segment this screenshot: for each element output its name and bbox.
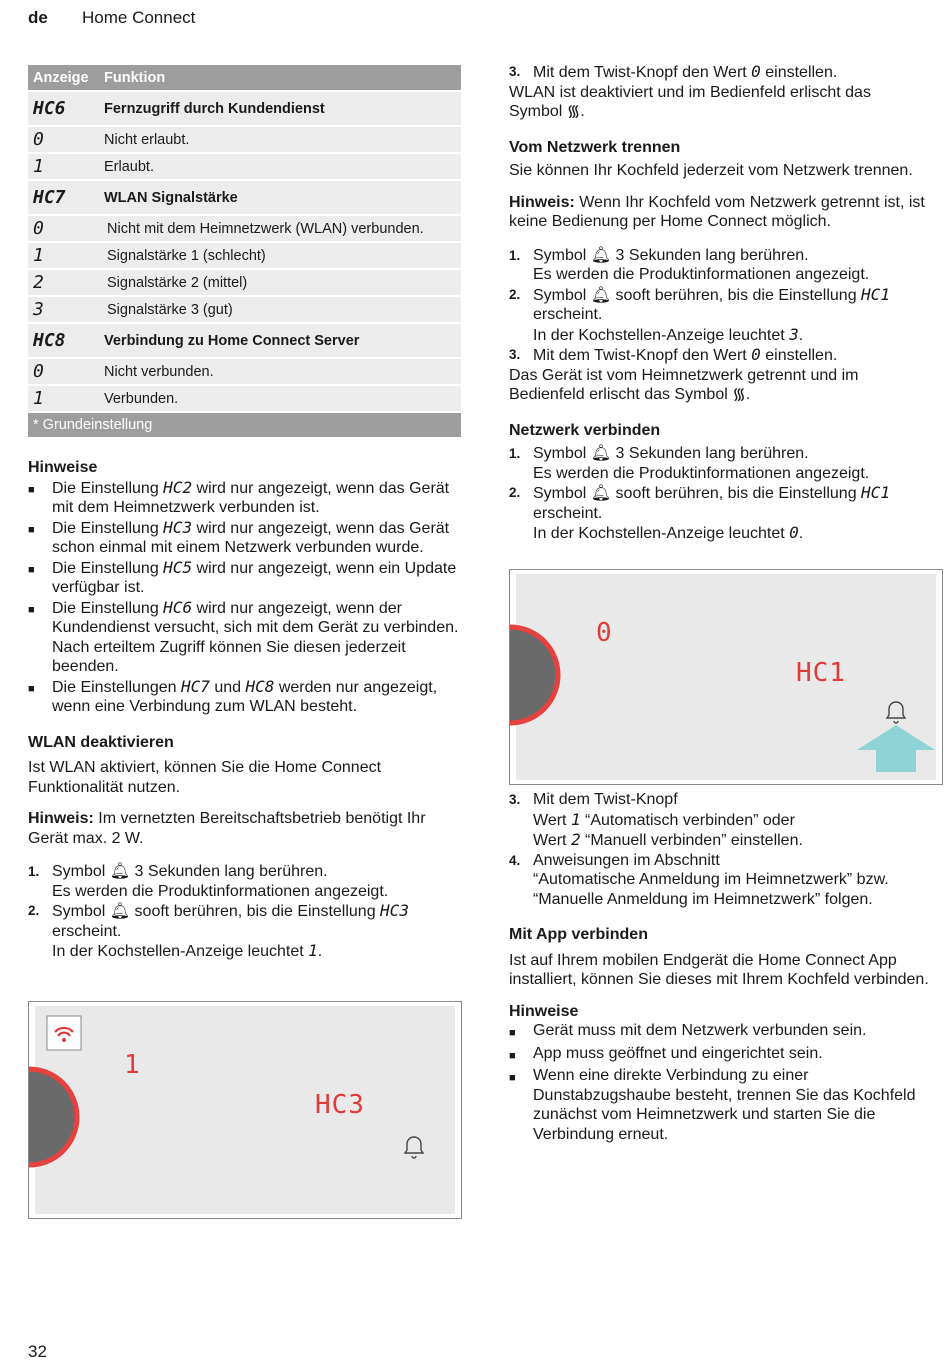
hinweis-paragraph [509,193,941,232]
step-item [509,444,941,483]
display-value: 2 [570,830,581,849]
setting-text: Verbunden. [104,390,179,407]
setting-value: 3 [33,299,44,320]
bullet-icon: ■ [28,682,35,695]
bullet-icon: ■ [28,563,35,576]
step-item [28,901,460,962]
table-row [28,386,461,413]
hinweise-heading: Hinweise [28,459,98,476]
bell-icon: 🔔︎ [109,863,131,880]
text: Symbol [509,103,567,120]
setting-code: HC1 [861,284,890,304]
list-item [28,478,460,518]
step-item [509,285,941,346]
step-number: 1. [28,864,40,879]
step-number: 3. [509,347,521,362]
text: Symbol [533,286,591,304]
text: In der Kochstellen-Anzeige leuchtet [52,943,309,960]
setting-code: HC2 [163,477,193,497]
text: erscheint. [533,306,603,323]
hinweis-paragraph [28,809,460,848]
page-number: 32 [28,1342,47,1361]
step-number: 4. [509,852,521,868]
text: 3 Sekunden lang berühren. [130,863,328,880]
display-value: 1 [570,809,581,829]
bell-icon: 🔔︎ [590,246,612,264]
setting-value: 1 [33,388,44,409]
display-value: 0 [751,62,761,81]
wlan-intro: Ist WLAN aktiviert, können Sie die Home Connect Funktionalität nutzen. [28,759,382,796]
list-item [28,598,460,677]
text: und [209,678,246,696]
text: In der Kochstellen-Anzeige leuchtet [533,326,790,344]
display-value: 0 [751,345,761,364]
text: Die Einstellung [52,519,164,537]
text: Die Einstellungen [52,678,181,696]
setting-code: HC1 [861,483,890,502]
setting-text: Signalstärke 2 (mittel) [107,274,248,291]
text: . [798,326,804,344]
setting-code: HC7 [33,187,66,208]
text: 3 Sekunden lang berühren. [611,445,809,462]
panel-graphics [510,570,942,784]
step-number: 2. [509,485,521,500]
text: Bedienfeld erlischt das Symbol [509,386,733,403]
hob-panel-figure-wlan [28,1001,462,1219]
bell-icon: 🔔︎ [109,903,131,920]
col-function-header: Funktion [104,69,166,86]
text: Die Einstellung [52,559,164,577]
connect-heading: Netzwerk verbinden [509,421,661,439]
text: Symbol [52,863,110,880]
bell-icon [405,1137,423,1158]
table-row [28,243,461,270]
setting-code: HC3 [380,901,409,920]
display-value: 1 [308,941,318,960]
setting-text: Nicht mit dem Heimnetzwerk (WLAN) verbunden. [107,220,424,237]
text: Wert [533,811,571,829]
settings-table [28,65,461,439]
step-item [28,862,460,901]
step-number: 3. [509,64,521,79]
table-row [28,359,461,386]
setting-display: HC3 [315,1090,365,1120]
table-group-row [28,181,461,216]
step-item [509,483,941,544]
text: Mit dem Twist-Knopf den Wert [533,64,752,81]
text: “Automatische Anmeldung im Heimnetzwerk” bzw. [533,871,889,888]
table-header [28,65,461,92]
text: Das Gerät ist vom Heimnetzwerk getrennt und im Bedienfeld erlischt das Symbol ᯾. [509,366,859,403]
text: “Manuelle Anmeldung im Heimnetzwerk” folgen. [533,890,873,908]
text: Anweisungen im Abschnitt [533,851,720,869]
setting-text: Signalstärke 1 (schlecht) [107,247,266,264]
text: Mit dem Twist-Knopf den Wert [533,347,752,364]
table-footnote [28,413,461,439]
text: Das Gerät ist vom Heimnetzwerk getrennt und im [509,366,859,384]
text: Wenn Ihr Kochfeld vom Netzwerk getrennt ist, ist keine Bedienung per Home Connect möglich. [509,193,925,230]
table-group-row [28,324,461,359]
bell-icon: 🔔︎ [590,485,612,502]
setting-code: HC7 [180,676,210,696]
col-display-header: Anzeige [33,69,89,86]
step-item [509,790,941,851]
setting-code: HC6 [163,597,193,617]
right-instructions [509,62,941,544]
setting-value: 1 [33,245,44,266]
setting-text: Erlaubt. [104,158,154,175]
hinweis-label: Hinweis: [509,193,575,211]
twist-knob [29,1069,77,1165]
text: Symbol [52,903,110,920]
app-heading: Mit App verbinden [509,926,648,943]
setting-value: 0 [33,361,44,382]
list-item [509,1066,941,1144]
setting-title: Verbindung zu Home Connect Server [104,332,360,349]
table-group-row [28,92,461,127]
step-number: 3. [509,792,521,807]
setting-display: HC1 [796,658,846,688]
step-item [509,62,941,83]
step-item [509,851,941,910]
table-row [28,216,461,243]
text: Die Einstellung [52,479,164,497]
list-item [28,677,460,717]
text: Symbol [533,246,591,264]
arrow-up-icon [857,725,935,772]
wifi-dot [62,1038,66,1042]
text: wird nur angezeigt, wenn ein Update verfügbar ist. [52,559,457,596]
disconnect-heading: Vom Netzwerk trennen [509,138,681,156]
step-item [509,345,941,366]
right-instructions-continued [509,790,941,1144]
list-item [28,558,460,598]
panel-graphics [29,1002,461,1218]
text: erscheint. [533,504,603,522]
setting-text: Nicht verbunden. [104,363,214,380]
text: sooft berühren, bis die Einstellung [130,903,381,920]
language-code: de [28,8,48,27]
wifi-icon: ᯾ [732,386,746,403]
text: Es werden die Produktinformationen angezeigt. [52,882,389,900]
text: wird nur angezeigt, wenn das Gerät schon einmal mit einem Netzwerk verbunden wurde. [52,519,450,556]
setting-value: 0 [33,218,44,239]
text: 3 Sekunden lang berühren. [611,246,809,264]
wifi-icon: ᯾ [566,103,581,120]
text: wird nur angezeigt, wenn das Gerät mit dem Heimnetzwerk verbunden ist. [52,479,450,516]
text: “Automatisch verbinden” oder [580,811,795,829]
hinweis-label: Hinweis: [28,810,94,827]
text: WLAN ist deaktiviert und im Bedienfeld erlischt das [509,83,871,101]
text: werden nur angezeigt, wenn eine Verbindung zum WLAN besteht. [52,678,438,715]
table-row [28,270,461,297]
list-item [509,1044,941,1067]
hob-panel-figure-connect [509,569,943,785]
step-item [509,246,941,285]
footnote-text: * Grundeinstellung [33,417,153,433]
text: Symbol [533,485,591,502]
text: . [798,525,804,542]
step-number: 1. [509,247,521,263]
text: Es werden die Produktinformationen angezeigt. [533,266,870,283]
setting-value: 1 [33,156,44,177]
bullet-icon: ■ [509,1072,516,1084]
list-item [509,1021,941,1044]
text: einstellen. [760,347,838,364]
bullet-icon: ■ [509,1049,516,1062]
text: Es werden die Produktinformationen angezeigt. [533,464,870,482]
app-intro: Ist auf Ihrem mobilen Endgerät die Home Connect App installiert, können Sie dieses mit Ihrem Kochfeld verbinden. [509,951,929,988]
bell-icon [887,702,905,723]
twist-knob [510,627,558,723]
table-row [28,297,461,324]
text: Wenn eine direkte Verbindung zu einer Dunstabzugshaube besteht, trennen Sie das Kochfeld zunächst vom Heimnetzwerk und starten Sie die Verbindung erneut. [533,1067,916,1143]
setting-value: 0 [33,129,44,150]
text: wird nur angezeigt, wenn der Kundendienst versucht, sich mit dem Gerät zu verbinden. Nach erteiltem Zugriff können Sie diesen jederzeit beenden. [52,599,459,675]
text: sooft berühren, bis die Einstellung [611,286,862,304]
setting-text: Nicht erlaubt. [104,131,190,148]
text: App muss geöffnet und eingerichtet sein. [533,1044,823,1062]
text: WLAN ist deaktiviert und im Bedienfeld erlischt das Symbol ᯾. [509,83,871,120]
table-row [28,154,461,181]
text: “Manuell verbinden” einstellen. [580,832,803,849]
text: Symbol [533,445,591,462]
text: In der Kochstellen-Anzeige leuchtet [533,525,790,542]
wlan-heading: WLAN deaktivieren [28,733,174,751]
hinweise-heading: Hinweise [509,1002,579,1020]
text: sooft berühren, bis die Einstellung [611,485,862,502]
setting-title: WLAN Signalstärke [104,189,238,206]
disconnect-intro: Sie können Ihr Kochfeld jederzeit vom Netzwerk trennen. [509,162,913,179]
bullet-icon: ■ [28,483,35,496]
setting-value: 2 [33,272,44,293]
bullet-icon: ■ [509,1027,516,1039]
text: Im vernetzten Bereitschaftsbetrieb benötigt Ihr Gerät max. 2 W. [28,810,426,847]
bell-icon: 🔔︎ [590,286,612,304]
cooking-zone-display: 0 [596,618,612,648]
step-number: 2. [28,903,40,918]
bell-icon: 🔔︎ [590,445,612,462]
text: einstellen. [760,64,838,81]
cooking-zone-display: 1 [124,1050,140,1080]
bullet-icon: ■ [28,523,35,536]
text: Die Einstellung [52,599,164,617]
setting-code: HC8 [245,676,275,696]
setting-code: HC8 [33,330,66,351]
setting-code: HC5 [163,557,193,577]
step-number: 1. [509,446,521,461]
step-number: 2. [509,286,521,302]
text: Wert [533,832,571,849]
section-title: Home Connect [82,8,196,27]
left-notes [28,458,460,962]
table-row [28,127,461,154]
setting-code: HC3 [163,517,193,537]
text: . [317,943,323,960]
bullet-icon: ■ [28,603,35,616]
text: erscheint. [52,922,122,940]
setting-title: Fernzugriff durch Kundendienst [104,100,325,117]
setting-text: Signalstärke 3 (gut) [107,301,233,318]
display-value: 0 [789,523,799,542]
list-item [28,518,460,558]
text: Mit dem Twist-Knopf [533,791,678,808]
setting-code: HC6 [33,98,66,119]
text: Gerät muss mit dem Netzwerk verbunden sein. [533,1022,867,1039]
display-value: 3 [789,324,799,344]
